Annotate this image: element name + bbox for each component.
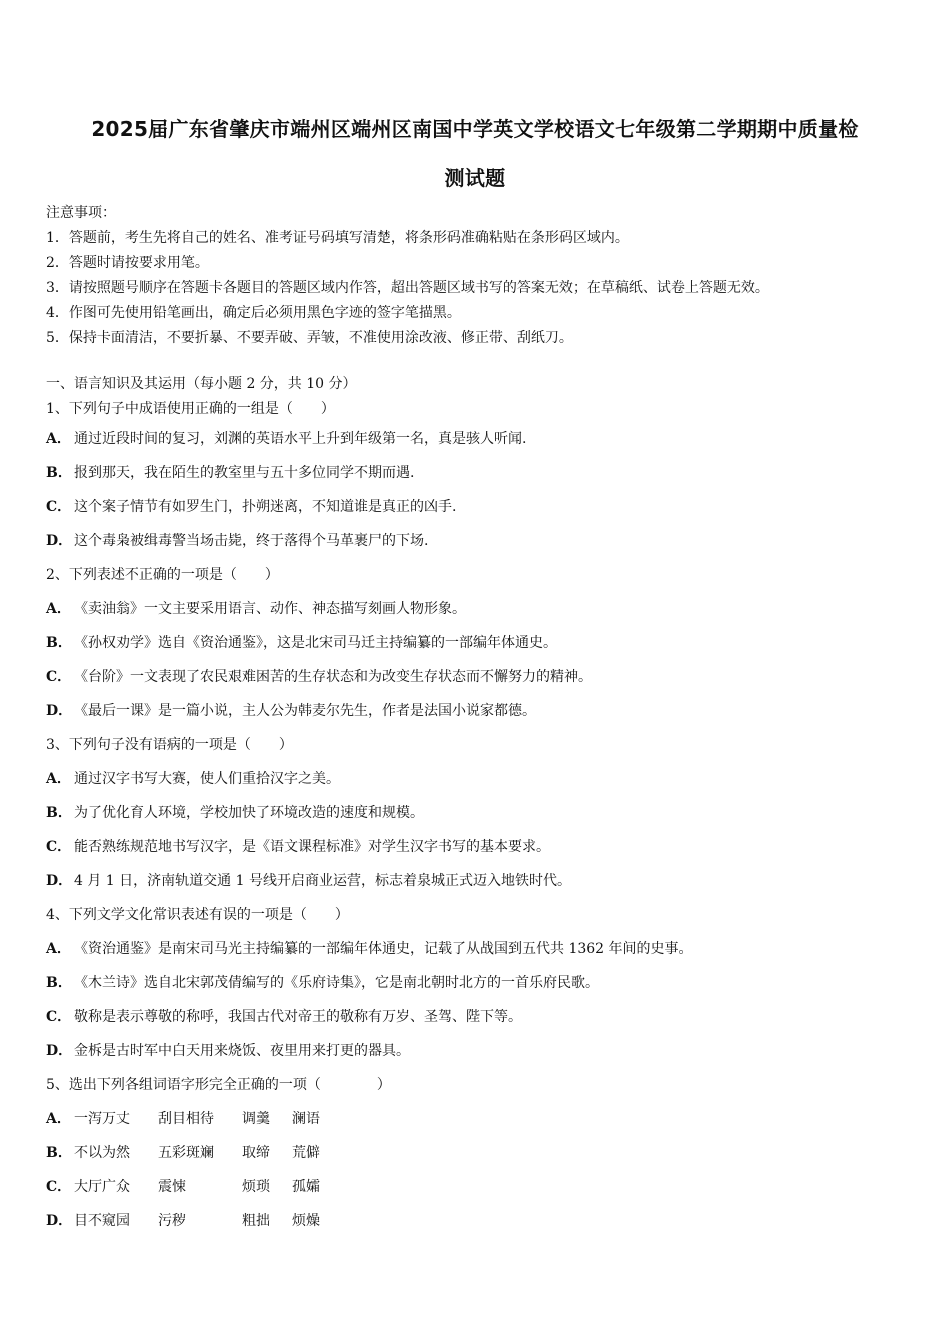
option-letter: A． (46, 771, 71, 787)
word-item: 孤孀 (292, 1179, 320, 1195)
word-item: 荒僻 (292, 1145, 320, 1161)
option-row (46, 1034, 926, 1068)
note-item: 2．答题时请按要求用笔。 (46, 255, 209, 271)
option-letter: B． (46, 1145, 72, 1161)
word-item: 烦燥 (292, 1213, 320, 1229)
option-row (46, 1136, 926, 1170)
option-letter: D． (46, 1213, 73, 1229)
word-item: 刮目相待 (158, 1111, 214, 1127)
word-item: 污秽 (158, 1213, 186, 1229)
word-item: 大厅广众 (74, 1179, 130, 1195)
option-letter: C． (46, 839, 72, 855)
option-row (46, 864, 926, 898)
option-text: 这个案子情节有如罗生门，扑朔迷离，不知道谁是真正的凶手. (74, 499, 457, 515)
option-letter: A． (46, 431, 71, 447)
option-row (46, 830, 926, 864)
option-text: 《木兰诗》选自北宋郭茂倩编写的《乐府诗集》，它是南北朝时北方的一首乐府民歌。 (74, 975, 599, 991)
word-item: 澜语 (292, 1111, 320, 1127)
option-letter: C． (46, 669, 72, 685)
option-letter: B． (46, 805, 72, 821)
option-row (46, 422, 926, 456)
word-item: 烦琐 (242, 1179, 270, 1195)
option-row (46, 1204, 926, 1238)
option-row (46, 660, 926, 694)
option-row (46, 762, 926, 796)
page-title-line2: 测试题 (444, 166, 506, 190)
option-text: 《卖油翁》一文主要采用语言、动作、神态描写刻画人物形象。 (74, 601, 466, 617)
option-row (46, 1000, 926, 1034)
option-text: 报到那天，我在陌生的教室里与五十多位同学不期而遇. (74, 465, 415, 481)
option-text: 《最后一课》是一篇小说，主人公为韩麦尔先生，作者是法国小说家都德。 (74, 703, 536, 719)
option-letter: A． (46, 601, 71, 617)
option-text: 《孙权劝学》选自《资治通鉴》，这是北宋司马迁主持编纂的一部编年体通史。 (74, 635, 557, 651)
word-item: 目不窥园 (74, 1213, 130, 1229)
option-letter: A． (46, 941, 71, 957)
word-item: 震悚 (158, 1179, 186, 1195)
option-letter: D． (46, 533, 73, 549)
word-item: 调羹 (242, 1111, 270, 1127)
option-letter: B． (46, 635, 72, 651)
option-row (46, 932, 926, 966)
option-letter: C． (46, 499, 72, 515)
option-letter: C． (46, 1179, 72, 1195)
word-item: 一泻万丈 (74, 1111, 130, 1127)
questions-section (46, 372, 926, 1238)
option-row (46, 1102, 926, 1136)
option-letter: D． (46, 873, 73, 889)
option-row (46, 524, 926, 558)
section-heading: 一、语言知识及其运用（每小题 2 分，共 10 分） (46, 376, 357, 392)
question-stem: 4、下列文学文化常识表述有误的一项是（ ） (46, 907, 349, 923)
option-text: 《台阶》一文表现了农民艰难困苦的生存状态和为改变生存状态而不懈努力的精神。 (74, 669, 592, 685)
option-row (46, 966, 926, 1000)
note-item: 1．答题前，考生先将自己的姓名、准考证号码填写清楚，将条形码准确粘贴在条形码区域内。 (46, 230, 629, 246)
word-item: 粗拙 (242, 1213, 270, 1229)
note-item: 3．请按照题号顺序在答题卡各题目的答题区域内作答，超出答题区域书写的答案无效；在草稿纸、试卷上答题无效。 (46, 280, 769, 296)
option-row (46, 1170, 926, 1204)
notes-heading: 注意事项： (46, 205, 116, 221)
option-row (46, 796, 926, 830)
option-row (46, 626, 926, 660)
option-letter: C． (46, 1009, 72, 1025)
option-text: 为了优化育人环境，学校加快了环境改造的速度和规模。 (74, 805, 424, 821)
option-letter: B． (46, 465, 72, 481)
option-letter: B． (46, 975, 72, 991)
question-stem: 5、选出下列各组词语字形完全正确的一项（ ） (46, 1077, 391, 1093)
note-item: 5．保持卡面清洁，不要折暴、不要弄破、弄皱，不准使用涂改液、修正带、刮纸刀。 (46, 330, 573, 346)
word-item: 五彩斑斓 (158, 1145, 214, 1161)
word-item: 取缔 (242, 1145, 270, 1161)
option-text: 这个毒枭被缉毒警当场击毙，终于落得个马革裹尸的下场. (74, 533, 429, 549)
option-letter: D． (46, 1043, 73, 1059)
word-item: 不以为然 (74, 1145, 130, 1161)
option-text: 通过近段时间的复习，刘渊的英语水平上升到年级第一名，真是骇人听闻. (74, 431, 527, 447)
option-text: 能否熟练规范地书写汉字，是《语文课程标准》对学生汉字书写的基本要求。 (74, 839, 550, 855)
option-row (46, 456, 926, 490)
option-text: 《资治通鉴》是南宋司马光主持编纂的一部编年体通史，记载了从战国到五代共 1362 年间的史事。 (74, 941, 693, 957)
option-text: 通过汉字书写大赛，使人们重拾汉字之美。 (74, 771, 340, 787)
question-stem: 3、下列句子没有语病的一项是（ ） (46, 737, 293, 753)
question-stem: 2、下列表述不正确的一项是（ ） (46, 567, 279, 583)
page-title-line1: 2025届广东省肇庆市端州区端州区南国中学英文学校语文七年级第二学期期中质量检 (91, 117, 859, 141)
option-letter: D． (46, 703, 73, 719)
option-row (46, 490, 926, 524)
option-text: 敬称是表示尊敬的称呼，我国古代对帝王的敬称有万岁、圣驾、陛下等。 (74, 1009, 522, 1025)
option-letter: A． (46, 1111, 71, 1127)
notes-section (46, 201, 926, 351)
option-text: 金柝是古时军中白天用来烧饭、夜里用来打更的器具。 (74, 1043, 410, 1059)
question-stem: 1、下列句子中成语使用正确的一组是（ ） (46, 401, 335, 417)
option-row (46, 592, 926, 626)
note-item: 4．作图可先使用铅笔画出，确定后必须用黑色字迹的签字笔描黑。 (46, 305, 461, 321)
option-text: 4 月 1 日，济南轨道交通 1 号线开启商业运营，标志着泉城正式迈入地铁时代。 (74, 873, 571, 889)
option-row (46, 694, 926, 728)
